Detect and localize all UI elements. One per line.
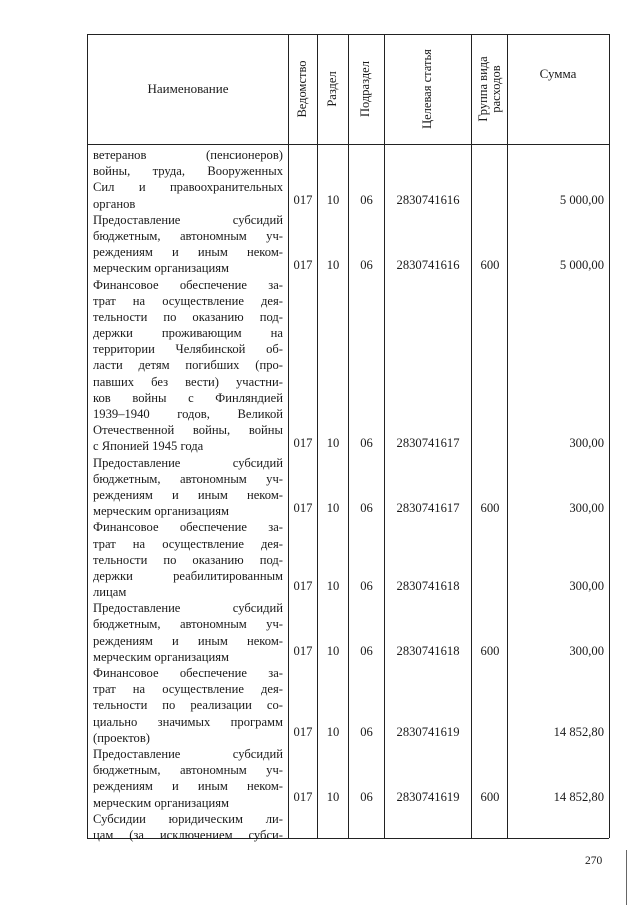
vedomstvo-cell: 017	[293, 790, 313, 804]
description-line: бюджетным, автономным уч-	[93, 228, 283, 243]
celevaya-statya-cell: 2830741617	[396, 436, 460, 450]
page-number: 270	[585, 855, 603, 867]
scan-edge-mark	[626, 850, 627, 905]
description-line: Субсидии юридическим ли-	[93, 811, 283, 826]
description-line: войны, труда, Вооруженных	[93, 164, 283, 179]
description-line: 1939–1940 годов, Великой	[93, 407, 283, 421]
description-line: цам (за исключением субси-	[93, 827, 283, 842]
razdel-cell: 10	[326, 790, 340, 804]
description-line: Предоставление субсидий	[93, 746, 283, 761]
description-line: реждениям и иным неком-	[93, 487, 283, 502]
vedomstvo-cell: 017	[293, 725, 313, 739]
celevaya-statya-cell: 2830741618	[396, 579, 460, 593]
description-line: мерческим организациям	[93, 261, 229, 276]
vedomstvo-cell: 017	[293, 258, 313, 272]
header-razdel: Раздел	[325, 71, 340, 107]
description-line: Предоставление субсидий	[93, 212, 283, 227]
podrazdel-cell: 06	[360, 579, 373, 593]
celevaya-statya-cell: 2830741619	[396, 725, 460, 739]
description-line: трат на осуществление дея-	[93, 293, 283, 308]
podrazdel-cell: 06	[360, 725, 373, 739]
gruppa-cell: 600	[480, 790, 500, 804]
header-summa: Сумма	[539, 66, 577, 81]
description-line: Предоставление субсидий	[93, 455, 283, 470]
description-line: реждениям и иным неком-	[93, 245, 283, 260]
description-line: реждениям и иным неком-	[93, 633, 283, 648]
celevaya-statya-cell: 2830741618	[396, 644, 460, 658]
razdel-cell: 10	[326, 579, 340, 593]
podrazdel-cell: 06	[360, 193, 373, 207]
header-gruppa-line1: Группа вида	[476, 56, 491, 122]
podrazdel-cell: 06	[360, 790, 373, 804]
podrazdel-cell: 06	[360, 644, 373, 658]
description-line: (проектов)	[93, 730, 150, 745]
description-line: Отечественной войны, войны	[93, 423, 283, 438]
description-line: ков войны с Финляндией	[93, 390, 283, 405]
summa-cell: 300,00	[569, 436, 604, 450]
razdel-cell: 10	[326, 258, 340, 272]
vedomstvo-cell: 017	[293, 501, 313, 515]
razdel-cell: 10	[326, 501, 340, 515]
description-line: павших без вести) участни-	[93, 374, 283, 389]
description-line: Сил и правоохранительных	[93, 180, 283, 195]
description-line: бюджетным, автономным уч-	[93, 763, 283, 778]
description-line: держки проживающим на	[93, 326, 283, 341]
podrazdel-cell: 06	[360, 258, 373, 272]
description-line: ласти детям погибших (про-	[93, 358, 283, 373]
header-vedomstvo: Ведомство	[295, 60, 310, 118]
vedomstvo-cell: 017	[293, 579, 313, 593]
header-name: Наименование	[147, 81, 229, 96]
summa-cell: 14 852,80	[553, 790, 604, 804]
description-line: органов	[93, 196, 136, 211]
summa-cell: 5 000,00	[559, 193, 604, 207]
description-line: циально значимых программ	[93, 714, 283, 729]
description-line: тельности по оказанию под-	[93, 309, 283, 324]
description-line: мерческим организациям	[93, 649, 229, 664]
description-line: бюджетным, автономным уч-	[93, 617, 283, 632]
celevaya-statya-cell: 2830741617	[396, 501, 460, 515]
summa-cell: 14 852,80	[553, 725, 604, 739]
header-gruppa-line2: расходов	[489, 65, 504, 113]
description-line: мерческим организациям	[93, 795, 229, 810]
description-line: тельности по оказанию под-	[93, 552, 283, 567]
description-column	[93, 147, 283, 843]
gruppa-cell: 600	[480, 644, 500, 658]
description-line: держки реабилитированным	[93, 568, 283, 583]
celevaya-statya-cell: 2830741616	[396, 193, 460, 207]
description-line: тельности по реализации со-	[93, 698, 283, 713]
description-line: Финансовое обеспечение за-	[93, 277, 283, 292]
header-podrazdel: Подраздел	[358, 61, 373, 117]
celevaya-statya-cell: 2830741616	[396, 258, 460, 272]
podrazdel-cell: 06	[360, 501, 373, 515]
gruppa-cell: 600	[480, 258, 500, 272]
description-line: мерческим организациям	[93, 504, 229, 519]
description-line: трат на осуществление дея-	[93, 536, 283, 551]
celevaya-statya-cell: 2830741619	[396, 790, 460, 804]
description-line: бюджетным, автономным уч-	[93, 471, 283, 486]
vedomstvo-cell: 017	[293, 436, 313, 450]
description-line: ветеранов (пенсионеров)	[93, 148, 283, 162]
summa-cell: 5 000,00	[559, 258, 604, 272]
header-celevaya-statya: Целевая статья	[420, 49, 435, 129]
razdel-cell: 10	[326, 193, 340, 207]
razdel-cell: 10	[326, 644, 340, 658]
razdel-cell: 10	[326, 436, 340, 450]
summa-cell: 300,00	[569, 579, 604, 593]
description-line: Финансовое обеспечение за-	[93, 520, 283, 535]
vedomstvo-cell: 017	[293, 193, 313, 207]
description-line: территории Челябинской об-	[93, 342, 283, 357]
column-divider	[87, 34, 88, 838]
description-line: лицам	[93, 585, 127, 600]
summa-cell: 300,00	[569, 644, 604, 658]
description-line: трат на осуществление дея-	[93, 682, 283, 697]
podrazdel-cell: 06	[360, 436, 373, 450]
gruppa-cell: 600	[480, 501, 500, 515]
summa-cell: 300,00	[569, 501, 604, 515]
column-divider	[471, 34, 472, 838]
description-line: Предоставление субсидий	[93, 601, 283, 616]
description-line: Финансовое обеспечение за-	[93, 666, 283, 680]
vedomstvo-cell: 017	[293, 644, 313, 658]
column-divider	[609, 34, 610, 838]
description-line: реждениям и иным неком-	[93, 779, 283, 794]
razdel-cell: 10	[326, 725, 340, 739]
description-line: с Японией 1945 года	[93, 439, 204, 454]
